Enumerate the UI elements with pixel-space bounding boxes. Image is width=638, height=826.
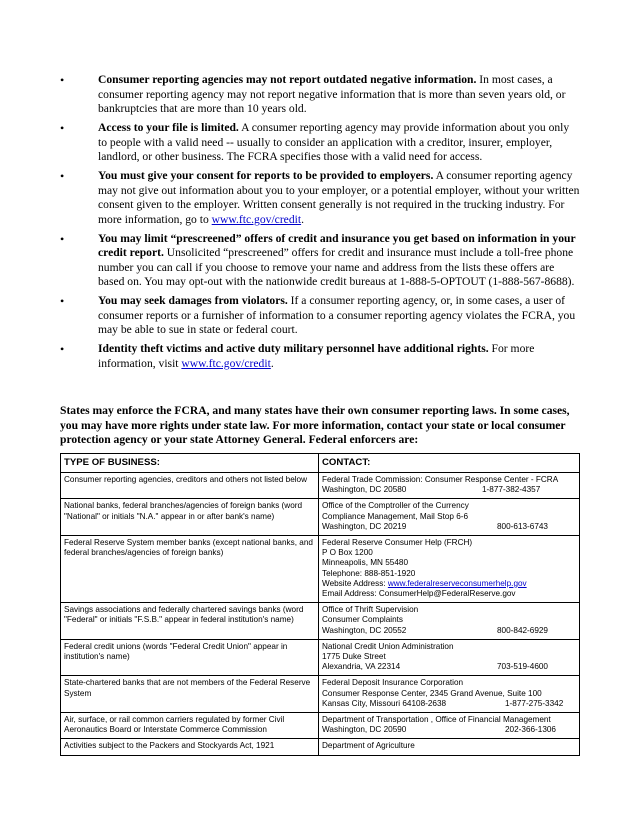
contact-line: Consumer Response Center, 2345 Grand Avenue, Suite 100 [322, 688, 542, 698]
contact-cell [319, 639, 580, 676]
bullet-lead: Identity theft victims and active duty military personnel have additional rights. [98, 342, 489, 356]
bullet-icon: • [60, 342, 65, 357]
bullet-text: If a consumer reporting agency, or, in some cases, a user of consumer reports or a furnisher of information to a consumer reporting agency violates the FCRA, you may be able to sue in state or federal court. [98, 294, 576, 337]
contact-phone: 703-519-4600 [497, 662, 548, 672]
website-label: Website Address: [322, 578, 388, 588]
contact-line: Telephone: 888-851-1920 [322, 568, 416, 578]
contact-line: Washington, DC 20219 800-613-6743 [322, 521, 548, 531]
bullet-lead: You may seek damages from violators. [98, 294, 288, 308]
ftc-credit-link[interactable]: www.ftc.gov/credit [211, 212, 302, 226]
business-cell: Federal credit unions (words "Federal Credit Union" appear in institution's name) [61, 639, 319, 676]
contact-cell [319, 603, 580, 640]
bullet-text: A consumer reporting agency may not give out information about you to your employer, or a potential employer, without your written consent given to the employer. Written consent generally is not required in the trucking industry. For more information, go to [98, 168, 580, 226]
contact-line: Office of Thrift Supervision [322, 605, 419, 615]
business-cell: State-chartered banks that are not members of the Federal Reserve System [61, 676, 319, 713]
table-row [61, 603, 580, 640]
bullet-text: A consumer reporting agency may provide information about you only to people with a valid need -- usually to consider an application with a creditor, insurer, employer, landlord, or other business. The FCRA specifies those with a valid need for access. [98, 120, 570, 164]
table-row [61, 499, 580, 536]
contact-phone: 800-842-6929 [497, 625, 548, 635]
bullet-icon: • [60, 294, 65, 309]
bullet-text: Unsolicited “prescreened” offers for credit and insurance must include a toll-free phone number you can call if you choose to remove your name and address from the lists these offers are based on. You may opt-out with the nationwide credit bureaus at 1-888-5-OPTOUT (1-888-567-8688). [98, 246, 575, 289]
contact-cell [319, 713, 580, 739]
contact-line: Kansas City, Missouri 64108-2638 1-877-275-3342 [322, 698, 564, 708]
contact-line: Compliance Management, Mail Stop 6-6 [322, 511, 469, 521]
business-cell: Consumer reporting agencies, creditors and others not listed below [61, 473, 319, 499]
bullet-lead: You must give your consent for reports to be provided to employers. [98, 168, 434, 182]
bullet-lead: Consumer reporting agencies may not report outdated negative information. [98, 73, 477, 86]
bullet-lead: You may limit “prescreened” offers of credit and insurance you get based on information in your credit report. [98, 231, 576, 260]
contact-line [322, 579, 576, 589]
contact-cell [319, 739, 580, 755]
bullet-employer-consent [60, 169, 580, 227]
header-type-of-business: TYPE OF BUSINESS: [61, 454, 319, 473]
bullet-outdated-info [60, 73, 580, 117]
business-cell: Savings associations and federally chartered savings banks (word "Federal" or initials "F.S.B." appear in federal institution's name) [61, 603, 319, 640]
bullet-text: In most cases, a consumer reporting agency may not report negative information that is more than seven years old, or bankruptcies that are more than 10 years old. [98, 73, 566, 116]
table-row [61, 676, 580, 713]
business-cell: Air, surface, or rail common carriers regulated by former Civil Aeronautics Board or Interstate Commerce Commission [61, 713, 319, 739]
bullet-lead: Access to your file is limited. [98, 120, 239, 134]
contact-cell [319, 676, 580, 713]
bullet-icon: • [60, 231, 65, 246]
contact-line: Minneapolis, MN 55480 [322, 558, 409, 568]
contact-line: National Credit Union Administration [322, 641, 454, 651]
contact-line: Department of Agriculture [322, 741, 415, 751]
contact-line: 1775 Duke Street [322, 652, 386, 662]
contact-phone: 1-877-275-3342 [505, 698, 564, 708]
contact-line: Office of the Comptroller of the Currency [322, 501, 469, 511]
contact-line: Federal Trade Commission: Consumer Response Center - FCRA [322, 475, 559, 484]
bullet-seek-damages [60, 294, 580, 338]
table-row [61, 536, 580, 603]
table-header-row [61, 454, 580, 473]
contact-cell [319, 536, 580, 603]
contact-line: Federal Deposit Insurance Corporation [322, 678, 464, 688]
contact-line: Washington, DC 20552 800-842-6929 [322, 625, 548, 635]
contact-line: Federal Reserve Consumer Help (FRCH) [322, 538, 473, 548]
rights-bullet-list [60, 73, 580, 375]
bullet-tail: . [301, 212, 304, 226]
contact-email: Email Address: ConsumerHelp@FederalReserve.gov [322, 589, 516, 599]
bullet-icon: • [60, 120, 65, 135]
contact-phone: 1-877-382-4357 [482, 485, 541, 495]
bullet-text: For more information, visit [98, 342, 535, 370]
contact-line: P O Box 1200 [322, 548, 373, 558]
contact-phone: 202-366-1306 [505, 725, 556, 735]
bullet-identity-theft [60, 342, 580, 371]
ftc-credit-link[interactable]: www.ftc.gov/credit [181, 356, 271, 370]
contact-cell [319, 473, 580, 499]
bullet-icon: • [60, 73, 65, 87]
table-row [61, 639, 580, 676]
table-row [61, 713, 580, 739]
table-row [61, 473, 580, 499]
bullet-prescreened-offers [60, 232, 580, 290]
contact-line: Washington, DC 20590 202-366-1306 [322, 725, 556, 735]
contact-line: Consumer Complaints [322, 615, 403, 625]
contact-line: Washington, DC 20580 1-877-382-4357 [322, 485, 541, 495]
contact-phone: 800-613-6743 [497, 521, 548, 531]
business-cell: National banks, federal branches/agencies of foreign banks (word "National" or initials "N.A." appear in or after bank's name) [61, 499, 319, 536]
business-cell: Activities subject to the Packers and Stockyards Act, 1921 [61, 739, 319, 755]
bullet-access-limited [60, 121, 580, 165]
table-row [61, 739, 580, 755]
header-contact: CONTACT: [319, 454, 580, 473]
federal-reserve-website-link[interactable]: www.federalreserveconsumerhelp.gov [387, 578, 527, 588]
contact-line: Alexandria, VA 22314 703-519-4600 [322, 662, 548, 672]
business-cell: Federal Reserve System member banks (except national banks, and federal branches/agencies of foreign banks) [61, 536, 319, 603]
contact-line: Department of Transportation , Office of Financial Management [322, 715, 551, 725]
bullet-icon: • [60, 168, 65, 183]
contact-cell [319, 499, 580, 536]
states-enforcement-paragraph: States may enforce the FCRA, and many states have their own consumer reporting laws. In some cases, you may have more rights under state law. For more information, contact your state or local consumer protection agency or your state Attorney General. Federal enforcers are: [60, 404, 570, 447]
bullet-tail: . [270, 356, 274, 370]
federal-enforcers-table [60, 453, 580, 756]
